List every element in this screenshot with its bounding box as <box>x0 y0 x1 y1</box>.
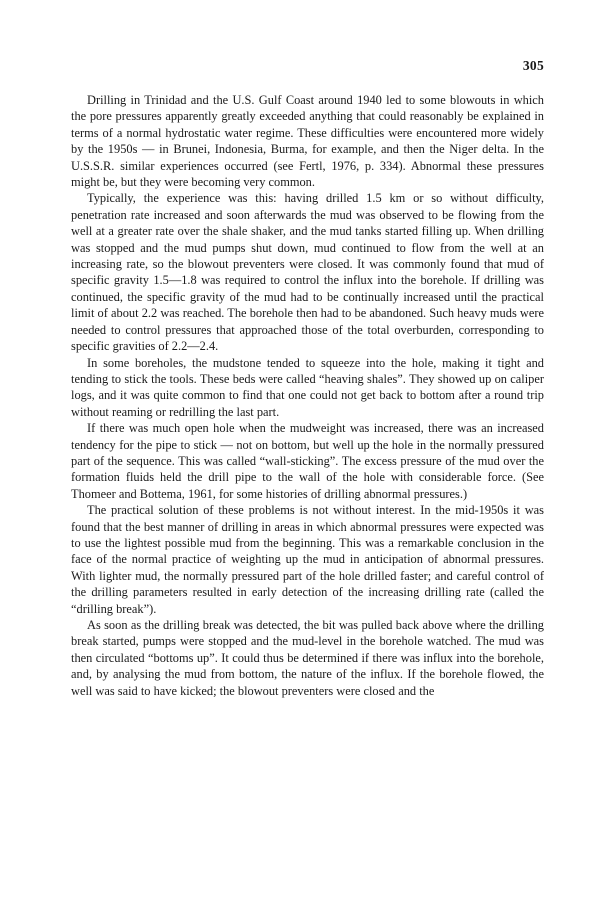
paragraph: The practical solution of these problems is not without interest. In the mid-1950s it was found that the best manner of drilling in areas in which abnormal pressures were expected was to use the lightest possible mud from the beginning. This was a remarkable conclusion in the face of the normal practice of weighting up the mud in anticipation of abnormal pressures. With lighter mud, the normally pressured part of the hole drilled faster; and careful control of the drilling parameters resulted in early detection of the increasing drilling rate (called the “drilling break”). <box>71 503 544 616</box>
paragraph: As soon as the drilling break was detected, the bit was pulled back above where the drilling break started, pumps were stopped and the mud-level in the borehole watched. The mud was then circulated “bottoms up”. It could thus be determined if there was influx into the borehole, and, by analysing the mud from bottom, the nature of the influx. If the borehole flowed, the well was said to have kicked; the blowout preventers were closed and the <box>71 618 544 698</box>
page-number: 305 <box>522 58 544 73</box>
body-text <box>71 92 544 699</box>
paragraph: Typically, the experience was this: having drilled 1.5 km or so without difficulty, penetration rate increased and soon afterwards the mud was observed to be flowing from the well at a greater rate over the shale shaker, and the mud tanks started filling up. When drilling was stopped and the mud pumps shut down, mud continued to flow from the well at an increasing rate, so the blowout preventers were closed. It was commonly found that mud of specific gravity 1.5—1.8 was required to control the influx into the borehole. If drilling was continued, the specific gravity of the mud had to be continually increased until the practical limit of about 2.2 was reached. The borehole then had to be abandoned. Such heavy muds were needed to control pressures that approached those of the total overburden, corresponding to specific gravities of 2.2—2.4. <box>71 191 544 354</box>
paragraph: In some boreholes, the mudstone tended to squeeze into the hole, making it tight and tending to stick the tools. These beds were called “heaving shales”. They showed up on caliper logs, and it was quite common to find that one could not get back to bottom after a round trip without reaming or redrilling the last part. <box>71 355 544 419</box>
paragraph: Drilling in Trinidad and the U.S. Gulf Coast around 1940 led to some blowouts in which the pore pressures apparently greatly exceeded anything that could reasonably be explained in terms of a normal hydrostatic water regime. These difficulties were encountered more widely by the 1950s — in Brunei, Indonesia, Burma, for example, and then the Niger delta. In the U.S.S.R. similar experiences occurred (see Fertl, 1976, p. 334). Abnormal these pressures might be, but they were becoming very common. <box>71 93 544 190</box>
paragraph: If there was much open hole when the mudweight was increased, there was an increased tendency for the pipe to stick — not on bottom, but well up the hole in the normally pressured part of the sequence. This was called “wall-sticking”. The excess pressure of the mud over the formation fluids held the drill pipe to the wall of the hole with considerable force. (See Thomeer and Bottema, 1961, for some histories of drilling abnormal pressures.) <box>71 421 544 501</box>
